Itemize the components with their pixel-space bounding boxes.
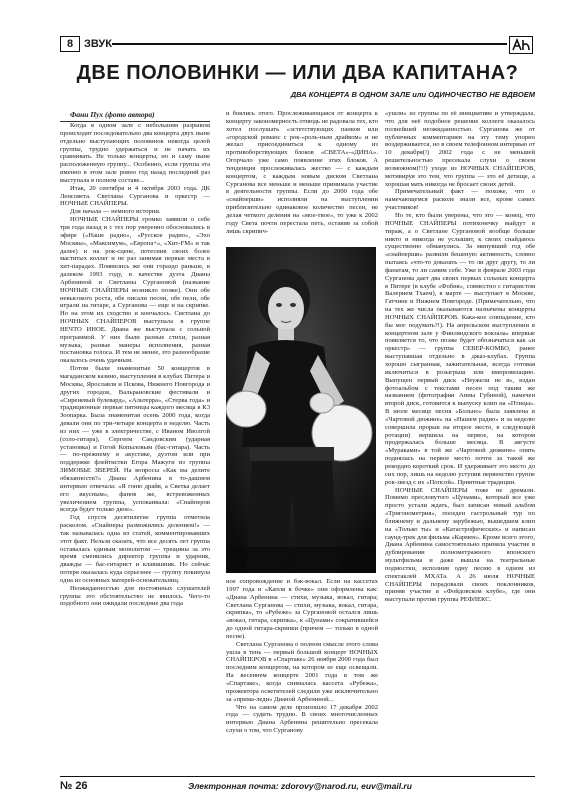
article-title: ДВЕ ПОЛОВИНКИ — ИЛИ ДВА КАПИТАНА? <box>76 62 519 84</box>
paragraph: Год спустя десятилетие группа отметила расколом. «Снайперы разможились делением!» — так называлась одна из статей, комментировавших этот факт. Нельзя сказать, что все десять лет группа оставалась единым монолитом — трещины за это время сменились директор группы и ударник, дважды — бас-гитарист и клавишник. Но сейчас потеря оказалась куда серьезнее — группу покинула одна из основных матерей-основательниц. <box>60 514 210 584</box>
boxer-photo-illustration <box>226 247 376 573</box>
section-name: ЗВУК <box>84 38 112 50</box>
text-column-3 <box>385 110 535 604</box>
paragraph: Светлана Сурганова о полном смысле этого слова ушла в тень — первый большой концерт НОЧНЫХ СНАЙПЕРОВ в «Спартаке» 26 ноября 2000 года был последним концертом, на котором ее еще освещали. На весеннем концерте 2001 года в том же «Спартаке», когда снималась кассета «Рубежа», прожектора осветителей следили уже исключительно за «прима-леди» Дианой Арбениной... <box>226 640 378 703</box>
paragraph: Итак, 20 сентября и 4 октября 2003 года. ДК Ленсовета. Светлана Сурганова и оркестр — НОЧНЫЕ СНАЙПЕРЫ. <box>60 184 210 208</box>
paragraph: Что на самом деле произошло 17 декабря 2002 года — судить трудно. В своих многочисленных интервью Диана Арбенина решительно пресекала слухи о том, что Сурганову <box>226 703 378 735</box>
article-author: Фани Пух (фото автора) <box>60 110 210 122</box>
email-addresses[interactable]: zdorovy@narod.ru, euv@mail.ru <box>281 781 412 791</box>
paragraph: «ушли» из группы по её инициативе и утверждала, что для неё подобное решение коллеги оказалось полнейшей неожиданностью. Сурганова же от публичных комментариев на эту тему упорно воздерживается, но в своем телефонном интервью от 10 декабря(!) 2002 года с не меньшей решительностью пресекала слухи о своем возможном(!!!) уходе из НОЧНЫХ СНАЙПЕРОВ, мотивируя это тем, что группа — это её детище, а хорошая мать никогда не бросает своих детей. <box>385 110 535 188</box>
paragraph: НОЧНЫЕ СНАЙПЕРЫ громко заявили о себе три года назад и с тех пор уверенно обосновались в эфире («Наше радио», «Русское радио», «Эхо Москвы», «Максимум», «Европа+», «Хит-FM» и так далее) и на рок-сцене, потеснив своих более маститых коллег и не раз занимая первые места в хит-парадах. Появились же они гораздо раньше, в далеком 1993 году, в качестве дуэта Дианы Арбениной и Светланы Сургановой (название НОЧНЫЕ СНАЙПЕРЫ возникло позже). Они обе невысокого роста, обе писали песни, обе пели, обе играли на гитаре, а Сурганова — еще и на скрипке. Но на этом их сходство и кончалось. Светлана до НОЧНЫХ СНАЙПЕРОВ выступала в группе НЕЧТО ИНОЕ. Диана же выступала с сольной программой. У них были разные стихи, разная музыка, разные манеры исполнения, разная постановка голоса. И тем не менее, это разнообразие оказалось очень удачным. <box>60 216 210 365</box>
page-number: 8 <box>60 36 80 52</box>
footer-email <box>188 781 528 791</box>
text-column-2-lower <box>226 578 378 735</box>
email-label: Электронная почта: <box>188 781 279 791</box>
text-column-2 <box>226 110 378 236</box>
paragraph: Но те, кто были уверены, что это — конец, что НОЧНЫЕ СНАЙПЕРЫ потихонечку выйдут в тираж, а о Светлане Сургановой вообще больше никто и никогда не услышит, к своих снайдаюсь существенно обманулись. За минувший год обе «снайперши» развили бешеную активность, словно пытаясь «что-то доказать — то ли друг другу, то ли фанатам, то ли самим себе. Уже в феврале 2003 года Сурганова дает два своих первых сольных концерта в Питере (в клубе «Фобия», совместно с гитаристом Валерием Тхаем), в марте — выступает в Москве, Гатчине и Нижнем Новгороде. (Примечательно, что на тех же числа оказываются назначены концерты НОЧНЫХ СНАЙПЕРОВ. Кака-кое совпадение, кто бы мог подумать?!). На апрельском выступлении в концертном зале у Финляндского вокзала» впервые появляется то, что позже будет обозначаться как «и оркестр» — группа СЕВЕР-КОМБО, ранее выступавшая отдельно в джаз-клубах. Группа хорошо сыгранная, зажигательная, всегда готовая включиться в розыгрыш или импровизацию. Выпущен первый диск «Неужели не я», издан фотоальбом с текстами песен под таким же названием (фотографии Анны Губиной), намечен второй диск, готовится к выпуску клип на «Птицы». В июле месяце песня «Больно» была заявлена в «Чартовой дюжине» на «Нашем радио» и за неделю совершила прорыв на второе место, в следующей ротации) вершила на первое, на котором продержалась больше месяца. В августе «Мураками» в той же «Чартовой дюжине» опять поднялась на первое место почти за такой же рекордно короткий срок. И удерживает это место до сих пор, лишь на недолю уступив первенство группе рок-звезд с их «Попсой». Приятные традиции. <box>385 211 535 486</box>
header-rule <box>112 43 507 45</box>
issue-number: № 26 <box>60 780 88 792</box>
magazine-logo-icon <box>509 36 533 54</box>
page-header <box>0 0 582 64</box>
text-column-1 <box>60 110 210 608</box>
article-subtitle: ДВА КОНЦЕРТА В ОДНОМ ЗАЛЕ или ОДИНОЧЕСТВО НЕ ВДВОЕМ <box>290 90 535 99</box>
paragraph: и боялись этого. Прослеживающаяся от концерта к концерту закономерность отнюдь не радовала тех, кто хотел послушать «эстетствующих панков или «городской романс с рок-«роль-ным драйвом» и не желал присоединиться к одному из противоборствующих блоков «СВЕТА»-«ДИНА». Огорчало уже само появление этих блоков. А тенденция прослеживалась жестко — с каждым концертом, с каждым новым диском Светлана Сурганова все меньше и меньше принимала участие в деятельности группы. Если до 2000 года обе «снайперши» исполняли на выступлении приблизительно одинаковое количество песен, не делая четкого деления на «мое-твое», то уже к 2002 году Света почти перестала петь, оставив за собой лишь скрипич- <box>226 110 378 235</box>
paragraph: ное сопровождение и бэк-вокал. Если на кассетах 1997 года и «Капля в бочке» они оформлены как: «Диана Арбенина — стихи, музыка, вокал, гитара; Светлана Сурганова — стихи, музыка, вокал, гитара, скрипка», то «Рубеже» за Сургановой остался лишь «вокал, гитара, скрипка», к «Цунами» сократившейся до одной гитара-скрипки (причем — только в одной песне). <box>226 578 378 640</box>
paragraph: Потом были знаменитые 50 концертов в магаданском казино, выступления в клубах Питера и Москвы, Ярославля и Пскова, Нижнего Новгорода и других городов, Вальрановские фестивали и «Сиреневый булевард», «Альтерра», «Стерва года» и традиционные первые пятницы каждого месяца в К3 Зоопарка. Была знаменитая осень 2000 года, когда девали они по три-четыре концерта в неделю. Часть из них — уже в электричестве, с Иваном Иволгой (соло-гитара), Сергеем Сандовским (ударная установка) и Гогой Копыловым (бас-гитара). Часть — по-прежнему в акустике, дуэтом или при поддержке флейтистки Егора Мажуги из группы ЗИМОВЬЕ ЗВЕРЕЙ. На вопросы «Как вы делите обязанности?» Диана Арбенина в то-дашнем интервью отвечала: «Я гоню драйв, а Светка делает его вкусным», фанов же, встревоженных увеличением группы, успокаивала: «Снайперов всегда будет только двое». <box>60 365 210 514</box>
paragraph: Примечательный факт — похоже, что о намечающемся расколе знали все, кроме самих участников! <box>385 188 535 212</box>
article-photo <box>226 247 376 573</box>
paragraph: НОЧНЫЕ СНАЙПЕРЫ тоже не дремали. Помимо пресловутого «Цунами», который все уже просто устали ждать, был записан новый альбом «Тригонометрия», пооеден гастрольный тур по ближнему и дальнему зарубежью, вышедшем клип на «Только ты» и «Катастрофических» и написан саунд-трек для фильма «Кармен». Кроме всего этого, Диана Арбенина самостоятельно приняла участие в дублировании полнометражного японского мультфильма и даже вышла на театральные подмостки, исполнив одну песню в одном из спектаклей МХАТа. А 26 июля НОЧНЫЕ СНАЙПЕРЫ порадовали своих поклонников, приняв участие в «Фойдовском клубе», где они выступали против группы РЕФЛЕКС. <box>385 486 535 604</box>
footer-rule <box>60 776 535 777</box>
paragraph: Для начала — немного истории. <box>70 208 161 216</box>
paragraph: Когда в одном зале с небольшим разрывом происходят последовательно два концерта двух ныне отдельно выступающих половинок некогда целой группы, трудно удержаться и не начать их сравнивать. Не только концерты, но и саму ныне расположенную группу... Особенно, если группа эта именно в этом зале ровно год назад последний раз выступала в полном составе... <box>60 122 210 184</box>
paragraph: Неожиданностью для постоянных слушателей группы это обстоятельство не явилось. Чего-то подобного они ожидали последние два года <box>60 584 210 608</box>
